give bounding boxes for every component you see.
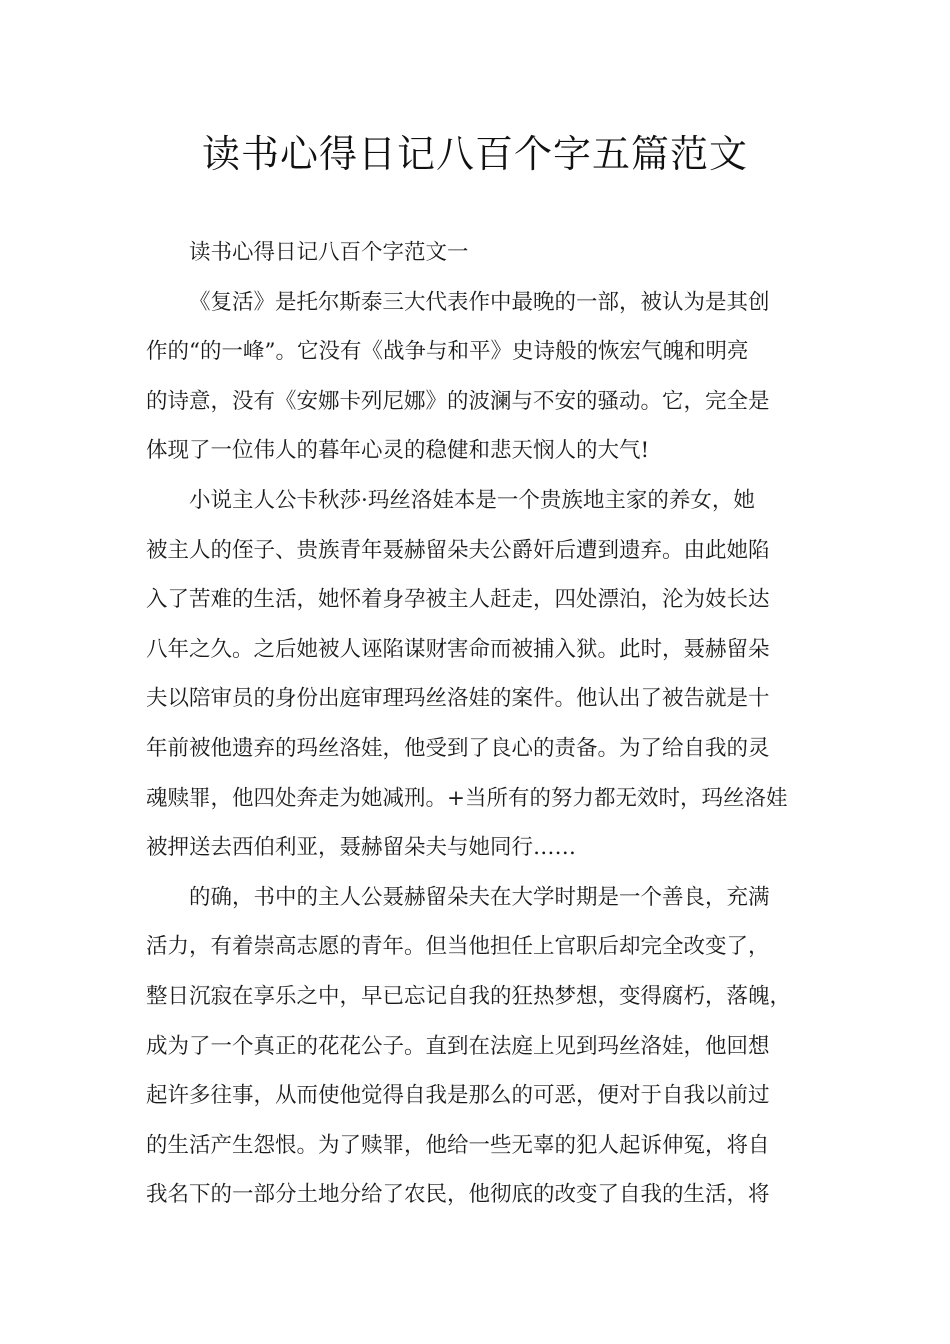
text-line: 我名下的一部分土地分给了农民，他彻底的改变了自我的生活，将 — [146, 1182, 770, 1208]
text-line: 的诗意，没有《安娜卡列尼娜》的波澜与不安的骚动。它，完全是 — [146, 388, 770, 414]
text-line: 起许多往事，从而使他觉得自我是那么的可恶，便对于自我以前过 — [146, 1083, 770, 1109]
section-heading — [146, 228, 808, 278]
text-line: 小说主人公卡秋莎·玛丝洛娃本是一个贵族地主家的养女，她 — [189, 487, 755, 513]
text-line: 夫以陪审员的身份出庭审理玛丝洛娃的案件。他认出了被告就是十 — [146, 686, 770, 712]
document-title: 读书心得日记八百个字五篇范文 — [201, 132, 748, 176]
text-line: 的确，书中的主人公聂赫留朵夫在大学时期是一个善良，充满 — [189, 884, 770, 910]
text-line: 入了苦难的生活，她怀着身孕被主人赶走，四处漂泊，沦为妓长达 — [146, 587, 770, 613]
text-line: 被主人的侄子、贵族青年聂赫留朵夫公爵奸后遭到遗弃。由此她陷 — [146, 537, 770, 563]
text-line: 体现了一位伟人的暮年心灵的稳健和悲天悯人的大气! — [146, 438, 650, 464]
paragraph-intro — [146, 278, 808, 476]
text-line: 活力，有着崇高志愿的青年。但当他担任上官职后却完全改变了， — [146, 934, 770, 960]
text-line: 《复活》是托尔斯泰三大代表作中最晚的一部，被认为是其创 — [189, 289, 770, 315]
text-line: 八年之久。之后她被人诬陷谋财害命而被捕入狱。此时，聂赫留朵 — [146, 636, 770, 662]
text-line: 魂赎罪，他四处奔走为她减刑。+当所有的努力都无效时，玛丝洛娃 — [146, 785, 788, 811]
text-line: 作的“的一峰”。它没有《战争与和平》史诗般的恢宏气魄和明亮 — [146, 339, 749, 365]
text-line: 被押送去西伯利亚，聂赫留朵夫与她同行…… — [146, 835, 577, 861]
text-line: 成为了一个真正的花花公子。直到在法庭上见到玛丝洛娃，他回想 — [146, 1033, 770, 1059]
text-line: 读书心得日记八百个字范文一 — [189, 240, 469, 265]
paragraph-plot — [146, 476, 808, 873]
text-line: 年前被他遗弃的玛丝洛娃，他受到了良心的责备。为了给自我的灵 — [146, 735, 770, 761]
text-line: 的生活产生怨恨。为了赎罪，他给一些无辜的犯人起诉伸冤，将自 — [146, 1132, 770, 1158]
paragraph-analysis — [146, 873, 808, 1220]
text-line: 整日沉寂在享乐之中，早已忘记自我的狂热梦想，变得腐朽，落魄， — [146, 983, 792, 1009]
document-body — [146, 228, 808, 1220]
